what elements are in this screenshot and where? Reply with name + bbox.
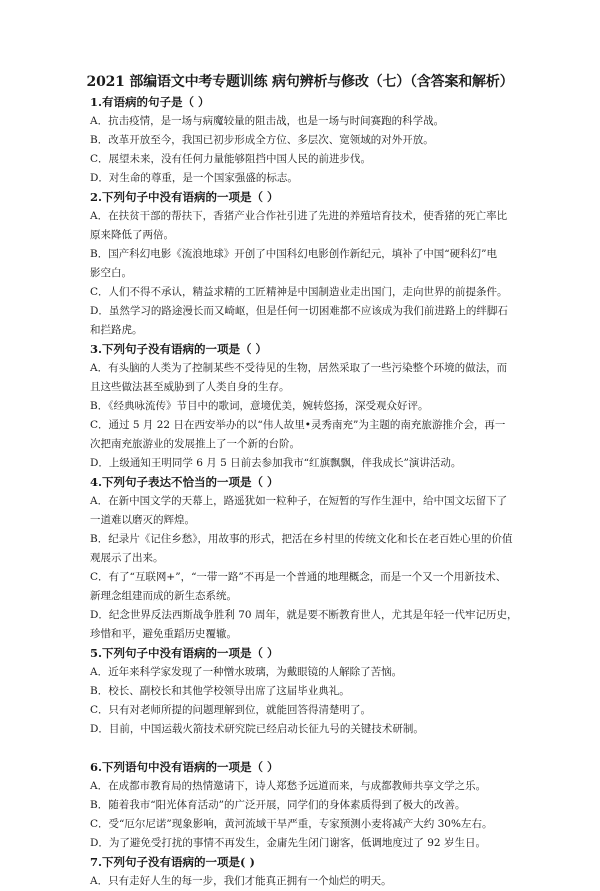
option-c [90,416,520,454]
option-a [90,207,520,245]
question-3 [90,340,520,473]
option-c [90,815,520,834]
question-2 [90,188,520,340]
option-line: B．国产科幻电影《流浪地球》开创了中国科幻电影创作新纪元，填补了中国“硬科幻”电 [90,248,497,260]
document-title: 2021 部编语文中考专题训练 病句辨析与修改（七）（含答案和解析） [86,74,514,90]
option-b [90,131,520,150]
option-line: D．目前，中国运载火箭技术研究院已经启动长征九号的关键技术研制。 [90,723,424,735]
option-line: D．为了避免受打扰的事情不再发生，金庸先生闭门谢客，低调地度过了 92 岁生日。 [90,837,486,849]
option-line: D．虽然学习的路途漫长而又崎岖，但是任何一切困难都不应该成为我们前进路上的绊脚石 [90,305,508,317]
option-line: 一道难以磨灭的辉煌。 [90,514,195,526]
question-stem: 1.有语病的句子是（ ） [90,95,210,109]
question-7 [90,853,520,891]
option-a [90,777,520,796]
option-line: D．纪念世界反法西斯战争胜利 70 周年，就是要不断教育世人，尤其是年轻一代牢记历史， [90,609,518,621]
option-c [90,283,520,302]
option-line: 新理念组建而成的新生态系统。 [90,590,237,602]
option-a [90,359,520,397]
option-a [90,663,520,682]
option-line: D．对生命的尊重，是一个国家强盛的标志。 [90,172,298,184]
option-line: B．《经典咏流传》节目中的歌词，意境优美，婉转悠扬，深受观众好评。 [90,400,429,412]
option-line: C．展望未来，没有任何力量能够阻挡中国人民的前进步伐。 [90,153,372,165]
question-5 [90,644,520,739]
option-d [90,454,520,473]
option-b [90,796,520,815]
question-1 [90,93,520,188]
option-line: A．抗击疫情，是一场与病魔较量的阻击战，也是一场与时间赛跑的科学战。 [90,115,445,127]
option-line: B．纪录片《记住乡愁》，用故事的形式，把活在乡村里的传统文化和长在老百姓心里的价值 [90,533,513,545]
option-d [90,169,520,188]
option-line: C．只有对老师所提的问题理解到位，就能回答得清楚明了。 [90,704,372,716]
question-stem: 6.下列语句中没有语病的一项是（ ） [90,760,279,774]
option-line: D．上级通知王明同学 6 月 5 日前去参加我市“红旗飘飘，伴我成长”演讲活动。 [90,457,462,469]
blank-spacer [90,739,520,758]
question-6 [90,758,520,853]
option-d [90,606,520,644]
question-stem: 3.下列句子没有语病的一项是（ ） [90,342,268,356]
option-line: C．通过 5 月 22 日在西安举办的以“伟人故里•灵秀南充”为主题的南充旅游推介会，再一 [90,419,506,431]
option-a [90,872,520,891]
option-line: B．随着我市“阳光体育活动”的广泛开展，同学们的身体素质得到了极大的改善。 [90,799,466,811]
option-c [90,150,520,169]
option-d [90,302,520,340]
option-line: A．在成都市教育局的热情邀请下，诗人郑愁予远道而来，与成都教师共享文学之乐。 [90,780,487,792]
option-line: A．近年来科学家发现了一种憎水玻璃，为戴眼镜的人解除了苦恼。 [90,666,403,678]
option-b [90,245,520,283]
question-stem: 4.下列句子表达不恰当的一项是（ ） [90,475,279,489]
option-a [90,492,520,530]
option-c [90,701,520,720]
option-line: 且这些做法甚至威胁到了人类自身的生存。 [90,381,290,393]
question-list [90,93,520,891]
option-line: A．有头脑的人类为了控制某些不受待见的生物，居然采取了一些污染整个环境的做法，而 [90,362,508,374]
option-line: 原来降低了两倍。 [90,229,174,241]
option-line: B．改革开放至今，我国已初步形成全方位、多层次、宽领域的对外开放。 [90,134,434,146]
option-line: 观展示了出来。 [90,552,164,564]
option-line: B．校长、副校长和其他学校领导出席了这届毕业典礼。 [90,685,350,697]
option-b [90,682,520,701]
question-stem: 7.下列句子没有语病的一项是( ) [90,855,255,869]
option-line: C．受“厄尔尼诺”现象影响，黄河流域干旱严重，专家预测小麦将减产大约 30%左右。 [90,818,493,830]
option-a [90,112,520,131]
option-line: 和拦路虎。 [90,324,143,336]
question-stem: 2.下列句子中没有语病的一项是（ ） [90,190,279,204]
option-line: A．在新中国文学的天幕上，路遥犹如一粒种子，在短暂的写作生涯中，给中国文坛留下了 [90,495,508,507]
option-d [90,834,520,853]
option-line: 影空白。 [90,267,132,279]
option-d [90,720,520,739]
option-c [90,568,520,606]
option-b [90,397,520,416]
option-line: C．有了“互联网+”，“一带一路”不再是一个普通的地理概念，而是一个又一个用新技术、 [90,571,507,583]
question-4 [90,473,520,644]
option-line: A．只有走好人生的每一步，我们才能真正拥有一个灿烂的明天。 [90,875,392,887]
option-line: 次把南充旅游业的发展推上了一个新的台阶。 [90,438,300,450]
option-line: 珍惜和平，避免重蹈历史覆辙。 [90,628,237,640]
option-line: A．在扶贫干部的帮扶下，香猪产业合作社引进了先进的养殖培育技术，使香猪的死亡率比 [90,210,508,222]
option-line: C．人们不得不承认，精益求精的工匠精神是中国制造业走出国门，走向世界的前提条件。 [90,286,508,298]
question-stem: 5.下列句子中没有语病的一项是（ ） [90,646,279,660]
option-b [90,530,520,568]
